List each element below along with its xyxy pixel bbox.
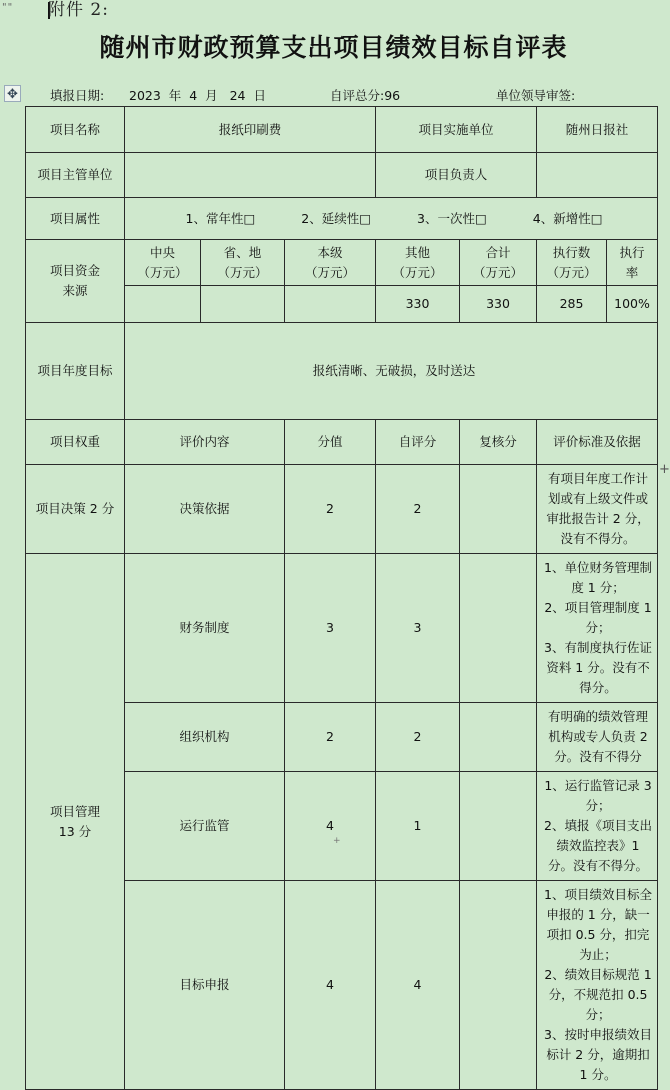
fill-date-label: 填报日期: [50,88,105,103]
eval-header-review: 复核分 [460,420,537,465]
attr-option-onetime[interactable]: 3、一次性□ [417,210,487,226]
eval-content: 组织机构 [125,703,285,772]
page-title: 随州市财政预算支出项目绩效目标自评表 [99,33,568,62]
fund-value-other[interactable]: 330 [376,286,460,323]
project-attr-label: 项目属性 [26,198,125,240]
eval-score: 2 [285,465,376,554]
fund-header-central: 中央 （万元） [125,240,201,286]
project-name-value[interactable]: 报纸印刷费 [125,107,376,153]
attr-option-continuing[interactable]: 2、延续性□ [301,210,372,226]
corner-mark: "" [2,2,14,13]
eval-review-score[interactable] [460,881,537,1090]
eval-header-score: 分值 [285,420,376,465]
eval-self-score[interactable]: 1 [376,772,460,881]
fund-source-label-line2: 来源 [62,283,88,298]
weight-management-line2: 13 分 [58,823,92,839]
eval-review-score[interactable] [460,465,537,554]
owner-label: 项目负责人 [376,153,537,198]
add-row-handle-icon[interactable]: + [333,836,341,846]
attachment-label: 附件 2: [48,0,109,20]
attr-option-recurring[interactable]: 1、常年性□ [185,210,256,226]
fill-year: 2023 [129,88,161,103]
eval-self-score[interactable]: 2 [376,465,460,554]
eval-header-content: 评价内容 [125,420,285,465]
self-total [330,86,400,104]
eval-content: 决策依据 [125,465,285,554]
table-move-handle-icon[interactable]: ✥ [4,85,21,102]
eval-criteria: 有明确的绩效管理机构或专人负责 2 分。没有不得分 [537,703,658,772]
add-column-handle-icon[interactable]: + [659,462,670,477]
fund-header-local: 本级 （万元） [285,240,376,286]
impl-unit-value[interactable]: 随州日报社 [537,107,658,153]
table-row [26,465,658,554]
fill-day: 24 [229,88,246,103]
self-total-label: 自评总分: [330,88,385,103]
leader-review-label: 单位领导审签: [496,88,576,103]
annual-goal-label: 项目年度目标 [26,323,125,420]
fund-value-executed[interactable]: 285 [537,286,607,323]
eval-score: 4 [285,881,376,1090]
eval-content: 财务制度 [125,554,285,703]
impl-unit-label: 项目实施单位 [376,107,537,153]
weight-management [26,554,125,1090]
attr-option-new[interactable]: 4、新增性□ [532,210,603,226]
eval-criteria: 1、项目绩效目标全申报的 1 分，缺一项扣 0.5 分，扣完为止； 2、绩效目标规范 1 分，不规范扣 0.5 分； 3、按时申报绩效目标计 2 分，逾期扣 1 分。 [537,881,658,1090]
fund-header-rate: 执行 率 [607,240,658,286]
annual-goal-value[interactable]: 报纸清晰、无破损，及时送达 [125,323,658,420]
project-attr-options [125,198,658,240]
fund-source-label-line1: 项目资金 [49,263,100,278]
eval-criteria: 1、单位财务管理制度 1 分； 2、项目管理制度 1 分； 3、有制度执行佐证资料 1 分。没有不得分。 [537,554,658,703]
eval-review-score[interactable] [460,703,537,772]
fill-year-unit: 年 [168,88,182,103]
fund-source-label [26,240,125,323]
eval-self-score[interactable]: 4 [376,881,460,1090]
table-row [26,554,658,703]
fund-value-central[interactable] [125,286,201,323]
fund-value-rate[interactable]: 100% [607,286,658,323]
fund-value-local[interactable] [285,286,376,323]
eval-score: 3 [285,554,376,703]
fund-header-executed: 执行数 （万元） [537,240,607,286]
fill-date [129,86,266,104]
eval-criteria: 有项目年度工作计划或有上级文件或审批报告计 2 分，没有不得分。 [537,465,658,554]
fill-month-unit: 月 [205,88,218,103]
fund-value-total[interactable]: 330 [460,286,537,323]
owner-value[interactable] [537,153,658,198]
supervisor-value[interactable] [125,153,376,198]
eval-content: 运行监管 [125,772,285,881]
project-name-label: 项目名称 [26,107,125,153]
eval-header-weight: 项目权重 [26,420,125,465]
eval-review-score[interactable] [460,772,537,881]
evaluation-table [25,106,658,1090]
eval-review-score[interactable] [460,554,537,703]
eval-self-score[interactable]: 3 [376,554,460,703]
fund-value-province[interactable] [201,286,285,323]
fund-header-other: 其他 （万元） [376,240,460,286]
eval-score: 2 [285,703,376,772]
weight-management-line1: 项目管理 [49,803,100,819]
supervisor-label: 项目主管单位 [26,153,125,198]
fill-day-unit: 日 [253,88,266,103]
eval-criteria: 1、运行监管记录 3 分； 2、填报《项目支出绩效监控表》1 分。没有不得分。 [537,772,658,881]
eval-score: 4 [285,772,376,881]
weight-decision: 项目决策 2 分 [26,465,125,554]
eval-header-self: 自评分 [376,420,460,465]
fund-header-province: 省、地 （万元） [201,240,285,286]
eval-content: 目标申报 [125,881,285,1090]
fund-header-total: 合计 （万元） [460,240,537,286]
self-total-value: 96 [384,88,401,103]
eval-header-criteria: 评价标准及依据 [537,420,658,465]
eval-self-score[interactable]: 2 [376,703,460,772]
fill-month: 4 [189,88,198,103]
